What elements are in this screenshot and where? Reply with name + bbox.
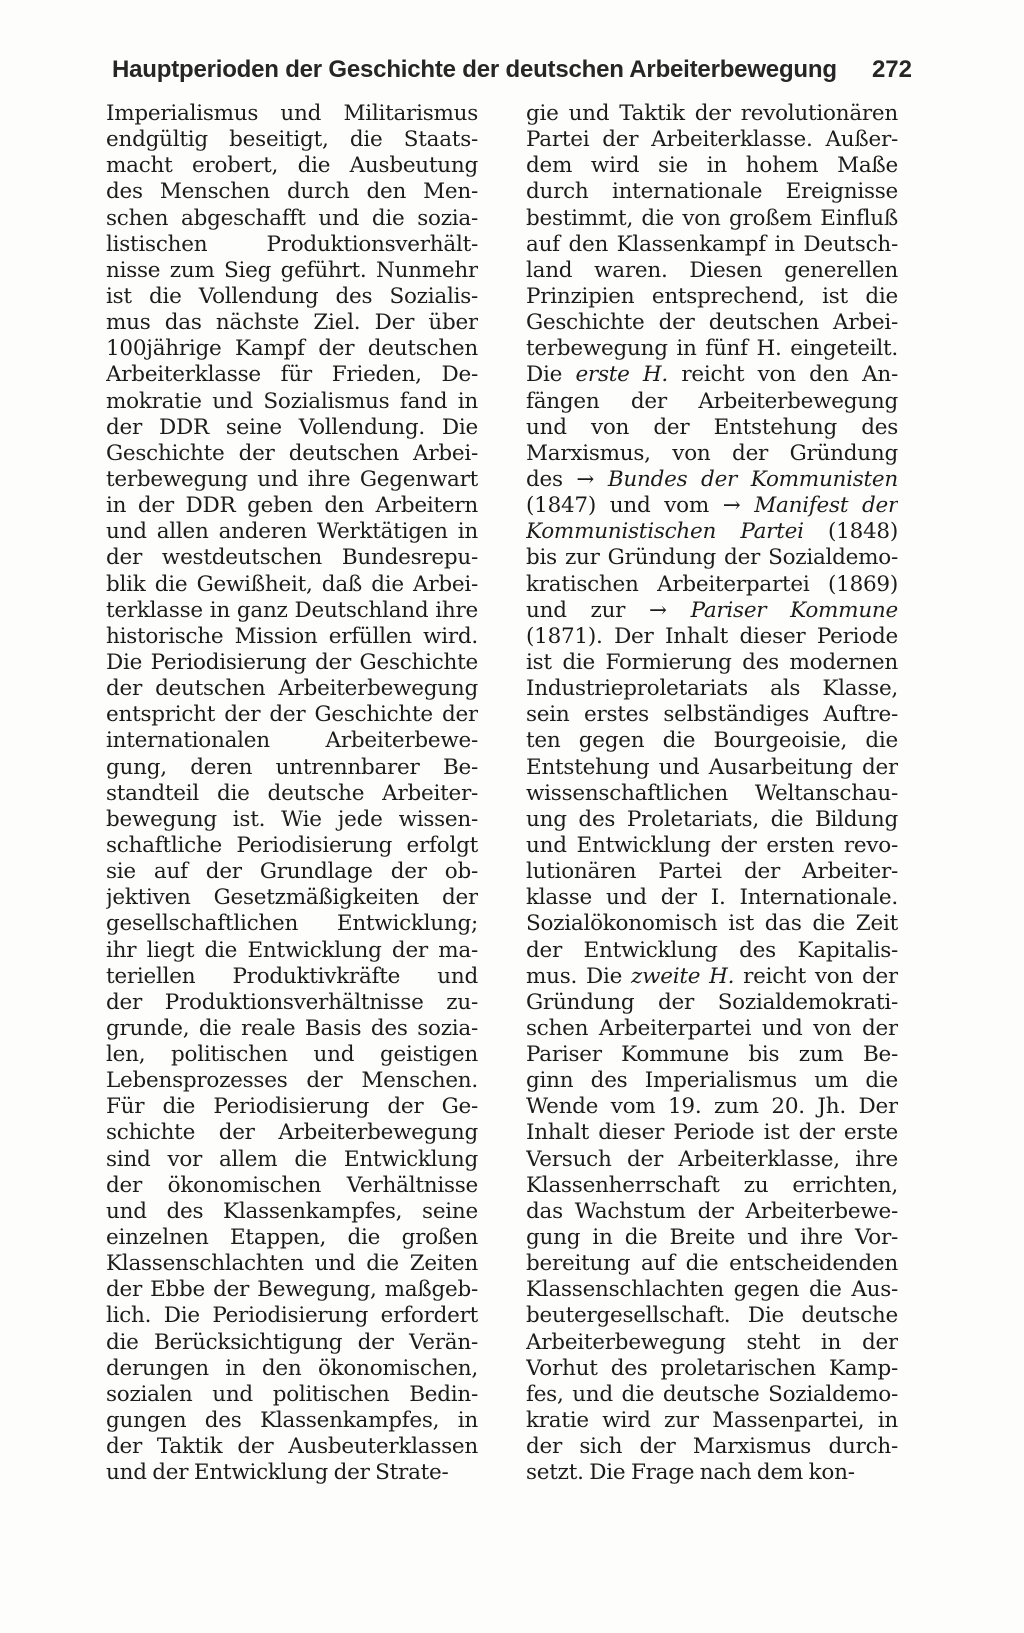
text-line: die Berücksichtigung der Verän- — [106, 1329, 478, 1355]
text-line: internationalen Arbeiterbewe- — [106, 728, 478, 754]
text-line: Entstehung und Ausarbeitung der — [526, 754, 898, 780]
text-line: der sich der Marxismus durch- — [526, 1434, 898, 1460]
running-header — [112, 50, 912, 90]
text-line: der Produktionsverhältnisse zu- — [106, 989, 478, 1015]
text-line: beutergesellschaft. Die deutsche — [526, 1303, 898, 1329]
text-line: und des Klassenkampfes, seine — [106, 1198, 478, 1224]
text-line: der ökonomischen Verhältnisse — [106, 1172, 478, 1198]
text-line: fes, und die deutsche Sozialdemo- — [526, 1381, 898, 1407]
text-column-left — [106, 101, 478, 1486]
text-line: Für die Periodisierung der Ge- — [106, 1094, 478, 1120]
text-line: endgültig beseitigt, die Staats- — [106, 127, 478, 153]
text-line: schen abgeschafft und die sozia- — [106, 205, 478, 231]
text-line: Imperialismus und Militarismus — [106, 101, 478, 126]
text-line: einzelnen Etappen, die großen — [106, 1225, 478, 1251]
text-line: und Entwicklung der ersten revo- — [526, 832, 898, 858]
text-line: Arbeiterklasse für Frieden, De- — [106, 362, 478, 388]
text-line: historische Mission erfüllen wird. — [106, 623, 478, 649]
text-line: land waren. Diesen generellen — [526, 257, 898, 283]
text-line: auf den Klassenkampf in Deutsch- — [526, 231, 898, 257]
text-line: ten gegen die Bourgeoisie, die — [526, 728, 898, 754]
text-line: bewegung ist. Wie jede wissen- — [106, 806, 478, 832]
text-line: mokratie und Sozialismus fand in — [106, 388, 478, 414]
text-line: wissenschaftlichen Weltanschau- — [526, 780, 898, 806]
text-line: mus. Die zweite H. reicht von der — [526, 963, 898, 989]
page-number: 272 — [871, 56, 912, 83]
text-line: gesellschaftlichen Entwicklung; — [106, 911, 478, 937]
text-line: der westdeutschen Bundesrepu- — [106, 545, 478, 571]
text-line: bestimmt, die von großem Einfluß — [526, 205, 898, 231]
text-line: jektiven Gesetzmäßigkeiten der — [106, 885, 478, 911]
text-line: mus das nächste Ziel. Der über — [106, 310, 478, 336]
text-line: terbewegung und ihre Gegenwart — [106, 466, 478, 492]
text-line: durch internationale Ereignisse — [526, 179, 898, 205]
text-line: Sozialökonomisch ist das die Zeit — [526, 911, 898, 937]
text-line: der Taktik der Ausbeuterklassen — [106, 1434, 478, 1460]
text-line: ginn des Imperialismus um die — [526, 1068, 898, 1094]
page-header-title: Hauptperioden der Geschichte der deutschen Arbeiterbewegung — [112, 56, 837, 83]
text-line: setzt. Die Frage nach dem kon- — [526, 1460, 855, 1486]
text-line: lutionären Partei der Arbeiter- — [526, 859, 898, 885]
text-line: Klassenschlachten gegen die Aus- — [526, 1277, 898, 1303]
text-line: ist die Formierung des modernen — [526, 649, 898, 675]
text-line: Klassenschlachten und die Zeiten — [106, 1251, 478, 1277]
text-line: Kommunistischen Partei (1848) — [526, 519, 898, 545]
text-line: kratie wird zur Massenpartei, in — [526, 1408, 898, 1434]
text-line: der Ebbe der Bewegung, maßgeb- — [106, 1277, 478, 1303]
text-line: terbewegung in fünf H. eingeteilt. — [526, 336, 898, 362]
text-line: Geschichte der deutschen Arbei- — [526, 310, 898, 336]
text-line: Lebensprozesses der Menschen. — [106, 1068, 478, 1094]
text-line: terklasse in ganz Deutschland ihre — [106, 597, 478, 623]
text-line: und von der Entstehung des — [526, 414, 898, 440]
text-line: ung des Proletariats, die Bildung — [526, 806, 898, 832]
text-line: der deutschen Arbeiterbewegung — [106, 676, 478, 702]
text-line: dem wird sie in hohem Maße — [526, 153, 898, 179]
text-line: Pariser Kommune bis zum Be- — [526, 1042, 898, 1068]
text-line: gung in die Breite und ihre Vor- — [526, 1225, 898, 1251]
text-line: 100jährige Kampf der deutschen — [106, 336, 478, 362]
text-line: sozialen und politischen Bedin- — [106, 1381, 478, 1407]
text-line: derungen in den ökonomischen, — [106, 1355, 478, 1381]
text-line: Wende vom 19. zum 20. Jh. Der — [526, 1094, 898, 1120]
text-line: des → Bundes der Kommunisten — [526, 466, 898, 492]
text-line: und der Entwicklung der Strate- — [106, 1460, 449, 1486]
text-line: gungen des Klassenkampfes, in — [106, 1408, 478, 1434]
text-line: Industrieproletariats als Klasse, — [526, 676, 898, 702]
text-line: sie auf der Grundlage der ob- — [106, 859, 478, 885]
text-line: gie und Taktik der revolutionären — [526, 101, 898, 126]
text-line: Arbeiterbewegung steht in der — [526, 1329, 898, 1355]
text-line: klasse und der I. Internationale. — [526, 885, 898, 911]
text-column-right — [526, 101, 898, 1486]
text-line: bereitung auf die entscheidenden — [526, 1251, 898, 1277]
text-line: Versuch der Arbeiterklasse, ihre — [526, 1146, 898, 1172]
text-line: Vorhut des proletarischen Kamp- — [526, 1355, 898, 1381]
text-line: teriellen Produktivkräfte und — [106, 963, 478, 989]
text-line: entspricht der der Geschichte der — [106, 702, 478, 728]
text-line: ihr liegt die Entwicklung der ma- — [106, 937, 478, 963]
text-line: schen Arbeiterpartei und von der — [526, 1015, 898, 1041]
text-line: Geschichte der deutschen Arbei- — [106, 440, 478, 466]
text-line: Gründung der Sozialdemokrati- — [526, 989, 898, 1015]
text-line: lich. Die Periodisierung erfordert — [106, 1303, 478, 1329]
text-line: in der DDR geben den Arbeitern — [106, 493, 478, 519]
text-line: listischen Produktionsverhält- — [106, 231, 478, 257]
text-line: len, politischen und geistigen — [106, 1042, 478, 1068]
text-line: blik die Gewißheit, daß die Arbei- — [106, 571, 478, 597]
text-line: nisse zum Sieg geführt. Nunmehr — [106, 257, 478, 283]
text-line: standteil die deutsche Arbeiter- — [106, 780, 478, 806]
text-line: Partei der Arbeiterklasse. Außer- — [526, 127, 898, 153]
text-line: Die Periodisierung der Geschichte — [106, 649, 478, 675]
text-line: schaftliche Periodisierung erfolgt — [106, 832, 478, 858]
text-line: schichte der Arbeiterbewegung — [106, 1120, 478, 1146]
text-line: ist die Vollendung des Sozialis- — [106, 283, 478, 309]
text-line: Marxismus, von der Gründung — [526, 440, 898, 466]
text-line: und zur → Pariser Kommune — [526, 597, 898, 623]
text-line: (1847) und vom → Manifest der — [526, 493, 898, 519]
text-line: und allen anderen Werktätigen in — [106, 519, 478, 545]
text-line: des Menschen durch den Men- — [106, 179, 478, 205]
text-line: das Wachstum der Arbeiterbewe- — [526, 1198, 898, 1224]
text-line: (1871). Der Inhalt dieser Periode — [526, 623, 898, 649]
text-line: Prinzipien entsprechend, ist die — [526, 283, 898, 309]
text-line: der Entwicklung des Kapitalis- — [526, 937, 898, 963]
text-line: grunde, die reale Basis des sozia- — [106, 1015, 478, 1041]
text-line: Die erste H. reicht von den An- — [526, 362, 898, 388]
text-line: sein erstes selbständiges Auftre- — [526, 702, 898, 728]
text-line: sind vor allem die Entwicklung — [106, 1146, 478, 1172]
text-line: der DDR seine Vollendung. Die — [106, 414, 478, 440]
text-line: bis zur Gründung der Sozialdemo- — [526, 545, 898, 571]
text-line: gung, deren untrennbarer Be- — [106, 754, 478, 780]
text-line: Klassenherrschaft zu errichten, — [526, 1172, 898, 1198]
text-line: kratischen Arbeiterpartei (1869) — [526, 571, 898, 597]
text-line: fängen der Arbeiterbewegung — [526, 388, 898, 414]
text-line: macht erobert, die Ausbeutung — [106, 153, 478, 179]
text-line: Inhalt dieser Periode ist der erste — [526, 1120, 898, 1146]
